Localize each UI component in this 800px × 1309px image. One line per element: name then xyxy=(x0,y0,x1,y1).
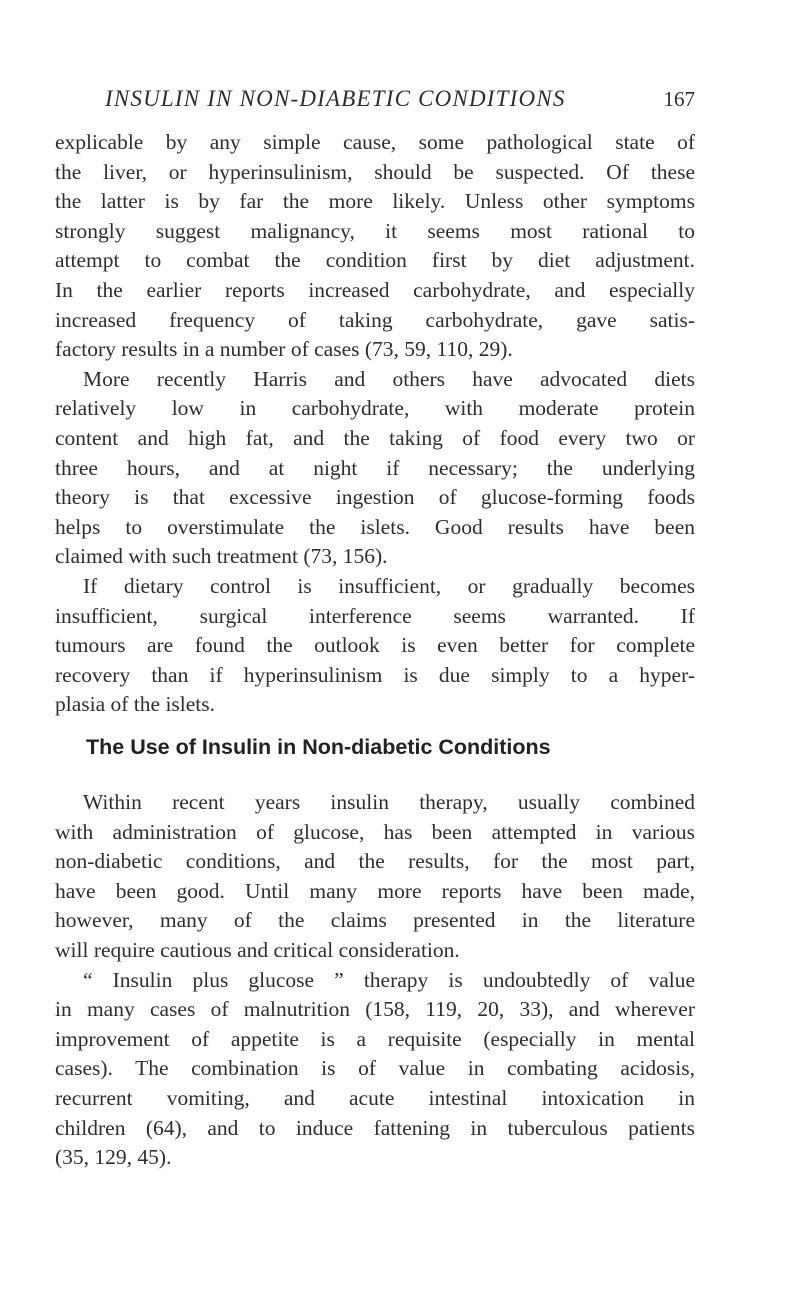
text-line: improvement of appetite is a requisite (especially in mental xyxy=(55,1026,695,1051)
paragraph-start-line: More recently Harris and others have advocated diets xyxy=(83,366,695,391)
text-line: theory is that excessive ingestion of glucose-forming foods xyxy=(55,485,695,510)
section-heading: The Use of Insulin in Non-diabetic Conditions xyxy=(86,735,551,759)
running-head xyxy=(105,86,695,112)
paragraph-start-line: If dietary control is insufficient, or gradually becomes xyxy=(83,573,695,598)
text-line: strongly suggest malignancy, it seems most rational to xyxy=(55,218,695,243)
text-line: tumours are found the outlook is even better for complete xyxy=(55,633,695,658)
page-number: 167 xyxy=(663,87,695,111)
text-line: the latter is by far the more likely. Unless other symptoms xyxy=(55,189,695,214)
body-text-section-2 xyxy=(55,788,695,1173)
text-line: in many cases of malnutrition (158, 119, 20, 33), and wherever xyxy=(55,997,695,1022)
body-text-section-1 xyxy=(55,128,695,720)
text-line: three hours, and at night if necessary; the underlying xyxy=(55,455,695,480)
paragraph-start-line: Within recent years insulin therapy, usually combined xyxy=(83,790,695,814)
text-line: will require cautious and critical consideration. xyxy=(55,937,460,962)
text-line: relatively low in carbohydrate, with moderate protein xyxy=(55,396,695,421)
paragraph-start-line: “ Insulin plus glucose ” therapy is undoubtedly of value xyxy=(83,967,695,992)
text-line: non-diabetic conditions, and the results, for the most part, xyxy=(55,849,695,874)
text-line: recovery than if hyperinsulinism is due simply to a hyper- xyxy=(55,662,695,687)
text-line: factory results in a number of cases (73, 59, 110, 29). xyxy=(55,337,513,362)
text-line: attempt to combat the condition first by diet adjustment. xyxy=(55,248,695,273)
text-line: cases). The combination is of value in combating acidosis, xyxy=(55,1056,695,1081)
running-title: INSULIN IN NON-DIABETIC CONDITIONS xyxy=(105,86,566,111)
text-line: content and high fat, and the taking of food every two or xyxy=(55,425,695,450)
text-line: claimed with such treatment (73, 156). xyxy=(55,544,388,569)
text-line: (35, 129, 45). xyxy=(55,1145,172,1170)
text-line: the liver, or hyperinsulinism, should be suspected. Of these xyxy=(55,159,695,184)
text-line: children (64), and to induce fattening in tuberculous patients xyxy=(55,1115,695,1140)
text-line: helps to overstimulate the islets. Good results have been xyxy=(55,514,695,539)
text-line: with administration of glucose, has been attempted in various xyxy=(55,819,695,844)
text-line: however, many of the claims presented in the literature xyxy=(55,908,695,933)
text-line: recurrent vomiting, and acute intestinal intoxication in xyxy=(55,1085,695,1110)
text-line: have been good. Until many more reports have been made, xyxy=(55,878,695,903)
text-line: plasia of the islets. xyxy=(55,692,216,717)
text-line: explicable by any simple cause, some pathological state of xyxy=(55,130,695,154)
text-line: In the earlier reports increased carbohydrate, and especially xyxy=(55,277,695,302)
text-line: increased frequency of taking carbohydrate, gave satis- xyxy=(55,307,695,332)
text-line: insufficient, surgical interference seems warranted. If xyxy=(55,603,695,628)
